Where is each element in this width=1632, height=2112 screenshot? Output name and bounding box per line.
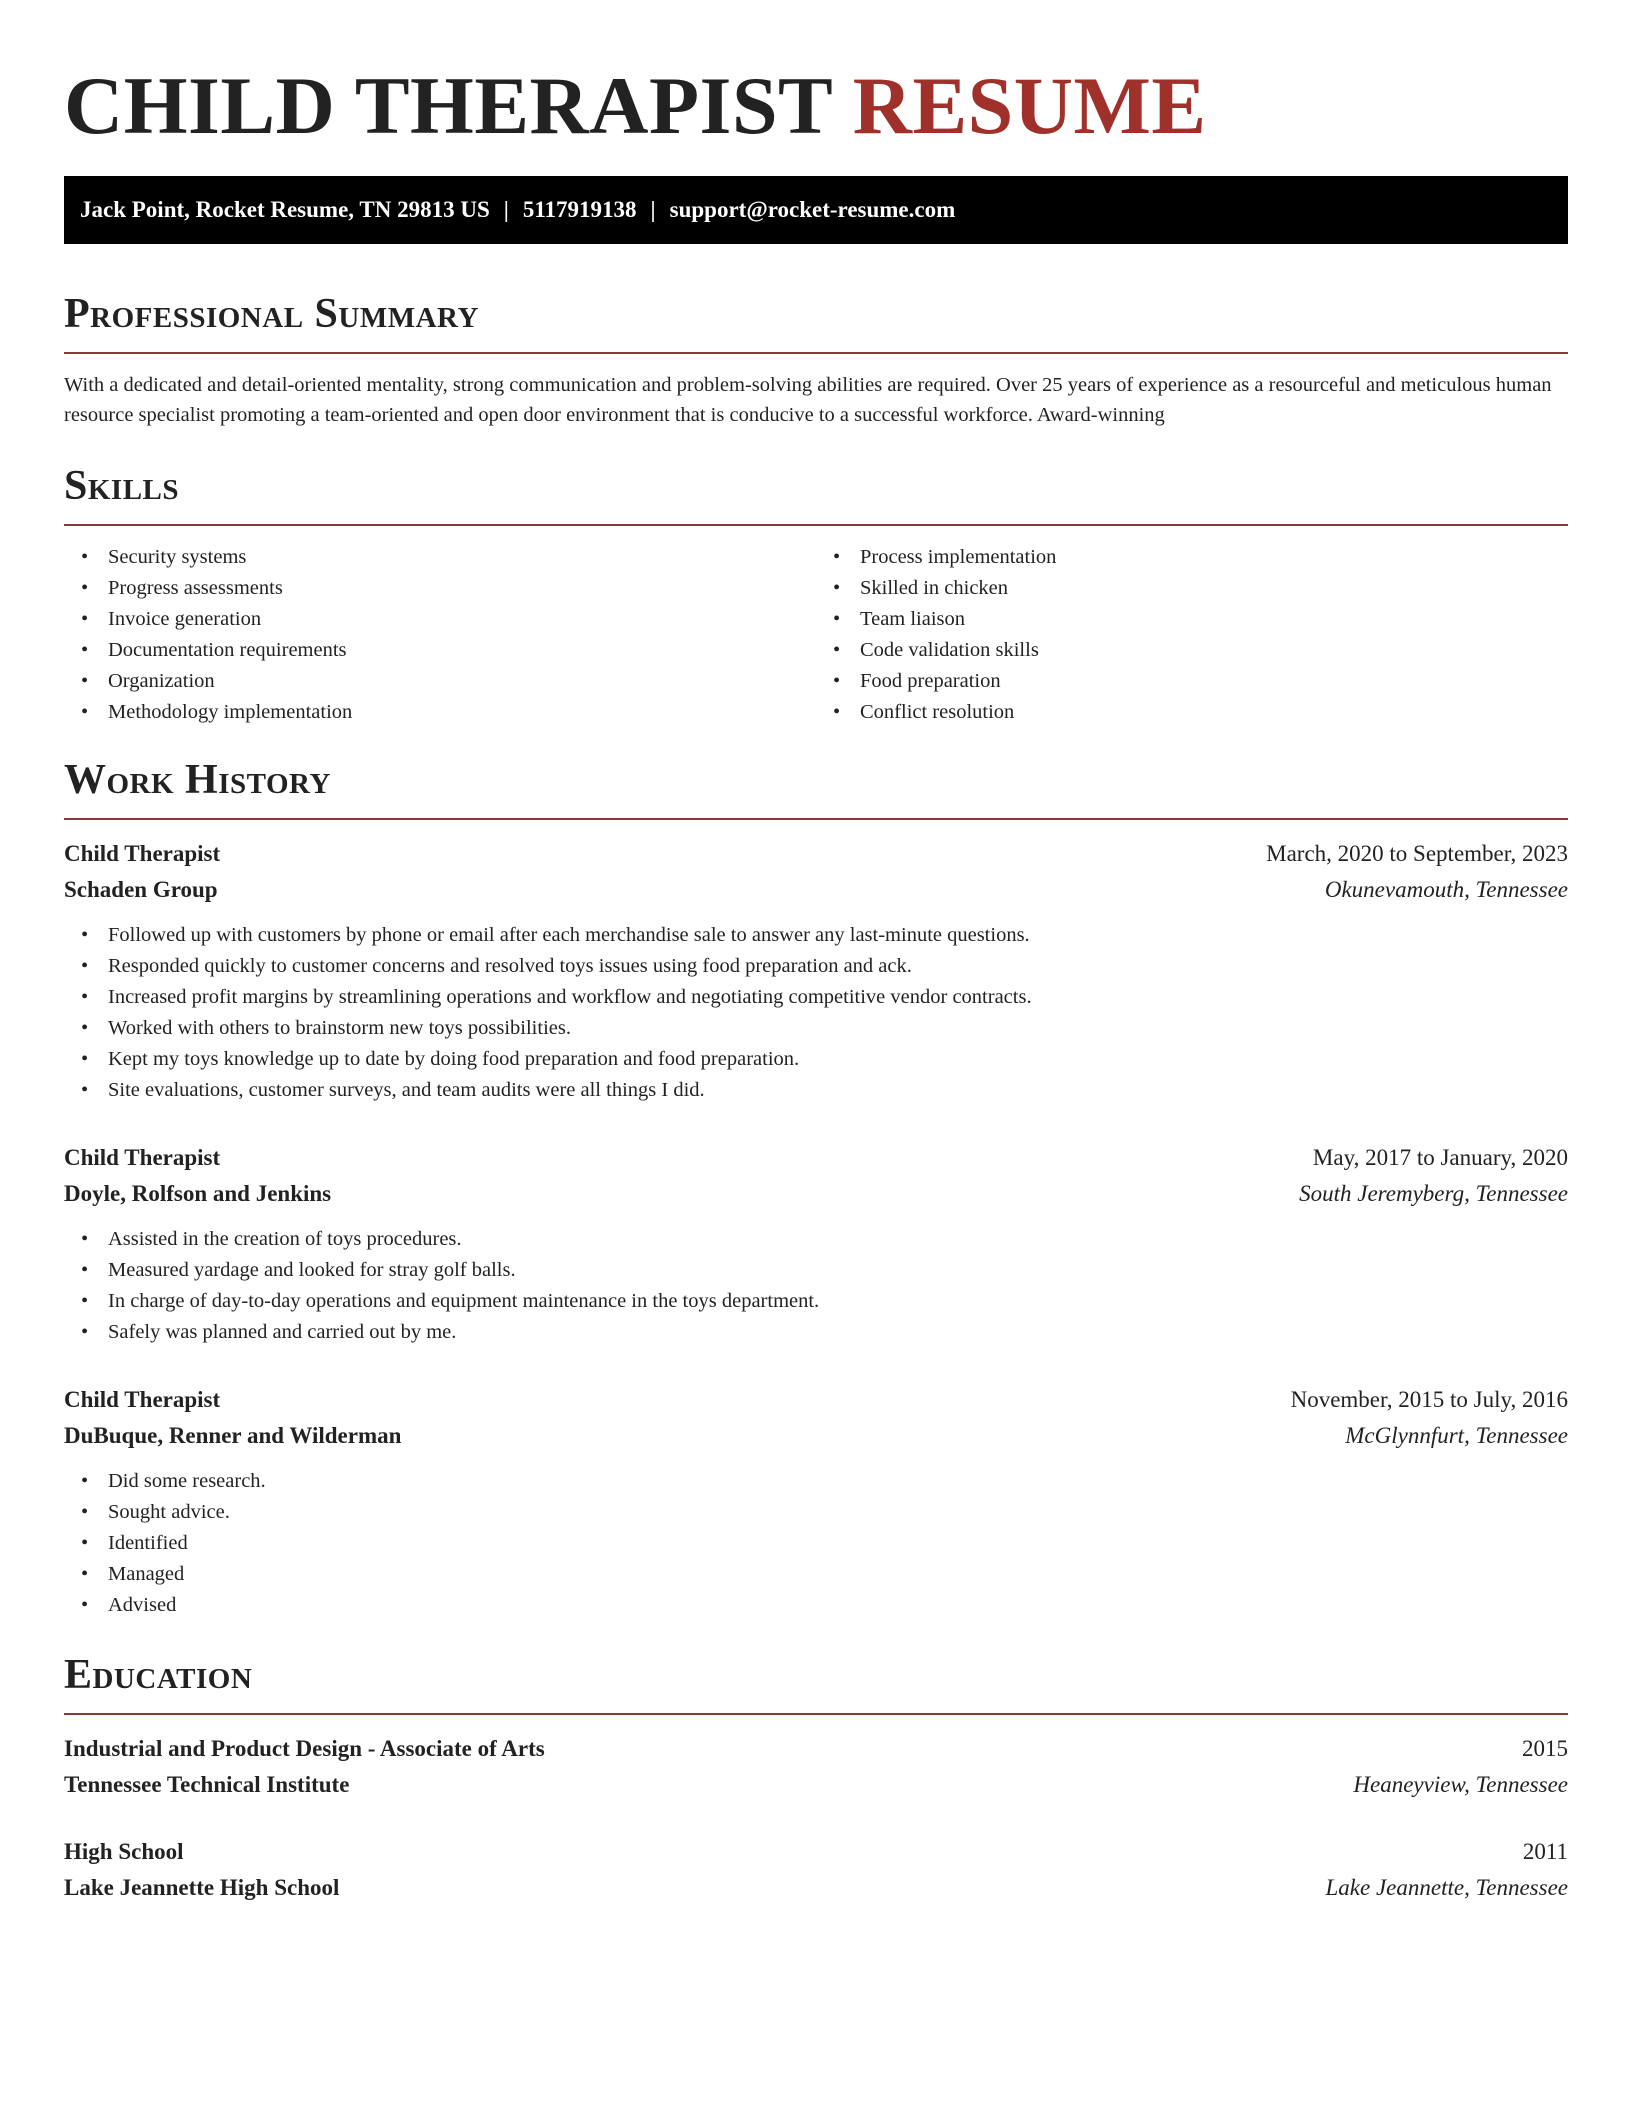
job-bullet: • Safely was planned and carried out by me.: [64, 1317, 1568, 1348]
education-school: Lake Jeannette High School: [64, 1875, 340, 1900]
job-bullet: • Did some research.: [64, 1466, 1568, 1497]
education-degree-row: [64, 1834, 1568, 1870]
education-school-row: [64, 1870, 1568, 1906]
education-entry: [64, 1731, 1568, 1803]
skill-item: • Methodology implementation: [64, 697, 816, 728]
education-degree-row: [64, 1731, 1568, 1767]
section-heading-work: Work History: [64, 757, 331, 803]
job-bullet: • In charge of day-to-day operations and equipment maintenance in the toys department.: [64, 1286, 1568, 1317]
job-bullet: • Assisted in the creation of toys procedures.: [64, 1224, 1568, 1255]
skill-item: • Conflict resolution: [816, 697, 1568, 728]
education-degree: High School: [64, 1839, 184, 1864]
job-entry: [64, 1382, 1568, 1621]
job-bullets: [64, 920, 1568, 1106]
job-bullets: [64, 1466, 1568, 1621]
contact-phone: 5117919138: [522, 197, 637, 222]
job-company: Schaden Group: [64, 877, 218, 902]
section-divider: [64, 1713, 1568, 1715]
job-bullet: • Site evaluations, customer surveys, and team audits were all things I did.: [64, 1075, 1568, 1106]
job-dates: May, 2017 to January, 2020: [1312, 1145, 1568, 1170]
title-accent: RESUME: [852, 60, 1207, 151]
section-heading-education: Education: [64, 1652, 253, 1698]
education-degree: Industrial and Product Design - Associate of Arts: [64, 1736, 545, 1761]
job-company-row: [64, 1176, 1568, 1212]
education-school-row: [64, 1767, 1568, 1803]
job-entry: [64, 836, 1568, 1106]
job-bullet: • Followed up with customers by phone or email after each merchandise sale to answer any last-minute questions.: [64, 920, 1568, 951]
resume-title: [64, 0, 1568, 156]
job-bullets: [64, 1224, 1568, 1348]
job-title-row: [64, 1382, 1568, 1418]
skill-item: • Organization: [64, 666, 816, 697]
education-year: 2015: [1522, 1736, 1568, 1761]
skill-item: • Security systems: [64, 542, 816, 573]
summary-section: [64, 288, 1568, 430]
work-history-section: [64, 754, 1568, 1621]
education-entry: [64, 1834, 1568, 1906]
skill-item: • Code validation skills: [816, 635, 1568, 666]
skill-item: • Process implementation: [816, 542, 1568, 573]
skills-list-right: [816, 542, 1568, 728]
job-bullet: • Responded quickly to customer concerns and resolved toys issues using food preparation and ack.: [64, 951, 1568, 982]
skill-item: • Invoice generation: [64, 604, 816, 635]
skills-columns: [64, 542, 1568, 728]
job-dates: November, 2015 to July, 2016: [1290, 1387, 1568, 1412]
job-bullet: • Kept my toys knowledge up to date by doing food preparation and food preparation.: [64, 1044, 1568, 1075]
contact-bar: [64, 176, 1568, 244]
job-bullet: • Advised: [64, 1590, 1568, 1621]
education-location: Heaneyview, Tennessee: [1353, 1772, 1568, 1797]
job-title: Child Therapist: [64, 1387, 221, 1412]
skill-item: • Skilled in chicken: [816, 573, 1568, 604]
job-bullet: • Measured yardage and looked for stray golf balls.: [64, 1255, 1568, 1286]
job-bullet: • Identified: [64, 1528, 1568, 1559]
job-location: McGlynnfurt, Tennessee: [1345, 1423, 1568, 1448]
contact-separator: |: [650, 197, 656, 222]
job-entry: [64, 1140, 1568, 1348]
skill-item: • Progress assessments: [64, 573, 816, 604]
education-location: Lake Jeannette, Tennessee: [1325, 1875, 1568, 1900]
skill-item: • Team liaison: [816, 604, 1568, 635]
job-title-row: [64, 836, 1568, 872]
section-heading-summary: Professional Summary: [64, 291, 479, 337]
job-company-row: [64, 1418, 1568, 1454]
section-divider: [64, 818, 1568, 820]
title-main: CHILD THERAPIST: [64, 60, 832, 151]
job-title: Child Therapist: [64, 841, 221, 866]
skill-item: • Food preparation: [816, 666, 1568, 697]
skills-list-left: [64, 542, 816, 728]
education-year: 2011: [1522, 1839, 1568, 1864]
job-title-row: [64, 1140, 1568, 1176]
contact-separator: |: [503, 197, 509, 222]
skills-section: [64, 460, 1568, 728]
section-divider: [64, 352, 1568, 354]
job-company: Doyle, Rolfson and Jenkins: [64, 1181, 332, 1206]
contact-address: Jack Point, Rocket Resume, TN 29813 US: [80, 197, 490, 222]
contact-email: support@rocket-resume.com: [669, 197, 956, 222]
job-bullet: • Worked with others to brainstorm new toys possibilities.: [64, 1013, 1568, 1044]
section-divider: [64, 524, 1568, 526]
job-bullet: • Increased profit margins by streamlining operations and workflow and negotiating competitive vendor contracts.: [64, 982, 1568, 1013]
job-location: South Jeremyberg, Tennessee: [1299, 1181, 1568, 1206]
job-dates: March, 2020 to September, 2023: [1266, 841, 1568, 866]
education-school: Tennessee Technical Institute: [64, 1772, 350, 1797]
job-title: Child Therapist: [64, 1145, 221, 1170]
section-heading-skills: Skills: [64, 463, 180, 509]
job-company: DuBuque, Renner and Wilderman: [64, 1423, 402, 1448]
job-company-row: [64, 872, 1568, 908]
job-location: Okunevamouth, Tennessee: [1324, 877, 1568, 902]
summary-text: With a dedicated and detail-oriented mentality, strong communication and problem-solving abilities are required. Over 25 years of experience as a resourceful and meticulous human resource specialist promoting a team-oriented and open door environment that is conducive to a successful workforce. Award-winning: [64, 374, 1552, 426]
skill-item: • Documentation requirements: [64, 635, 816, 666]
education-section: [64, 1649, 1568, 1906]
job-bullet: • Managed: [64, 1559, 1568, 1590]
job-bullet: • Sought advice.: [64, 1497, 1568, 1528]
